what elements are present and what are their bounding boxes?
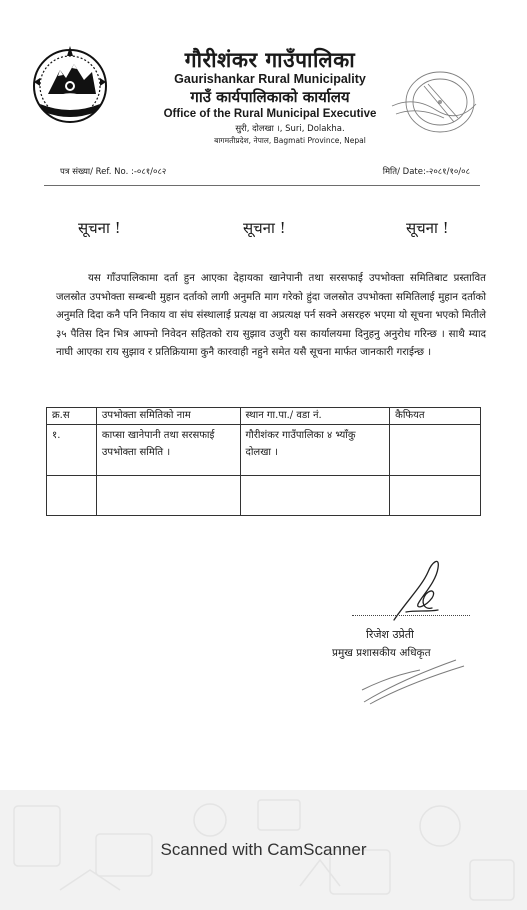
- header-divider: [44, 185, 480, 186]
- municipality-title-en: Gaurishankar Rural Municipality: [174, 72, 366, 86]
- table-header-row: [47, 408, 481, 425]
- signatory-name: रिजेश उप्रेती: [366, 628, 414, 641]
- signature-line: [352, 615, 470, 616]
- header-remarks: कैफियत: [390, 408, 481, 425]
- signatory-stamp-icon: [360, 650, 480, 705]
- notice-body: यस गाँउपालिकामा दर्ता हुन आएका देहायका खानेपानी तथा सरसफाई उपभोक्ता समितिबाट प्रस्तावित जलस्रोत उपभोक्ता सम्बन्धी मुहान दर्ताको लागी अनुमति माग गरेको हुंदा जलस्रोत उपभोक्ता समितिलाई मुहान दर्ताको अनुमति दिदा कनै पनि निकाय वा संघ संस्थालाई प्रत्यक्ष वा अप्रत्यक्ष पर्न सक्ने असरहरु भएमा यो सूचना भएको मितीले ३५ पैतिस दिन भित्र आफ्नो निवेदन सहितको राय सुझाव उजुरी यस कार्यालयमा दिनुहनु अनुरोध गरिन्छ । साथै म्याद नाघी आएका राय सुझाव र प्रतिक्रियामा कुनै कारवाही नहुने समेत यसै सूचना मार्फत जानकारी गराईन्छ ।: [56, 273, 486, 358]
- letterhead: [140, 48, 400, 146]
- address-line-1: सुरी, दोलखा ।, Suri, Dolakha.: [235, 124, 345, 134]
- header-location: स्थान गा.पा./ वडा नं.: [240, 408, 390, 425]
- scanned-with-label: Scanned with CamScanner: [160, 840, 367, 859]
- table-row: [47, 425, 481, 476]
- letter-date: मिति/ Date:-२०८१/१०/०८: [382, 167, 470, 177]
- office-title-en: Office of the Rural Municipal Executive: [163, 108, 377, 120]
- cell-committee-name: काप्सा खानेपानी तथा सरसफाई उपभोक्ता समिति ।: [96, 425, 240, 476]
- notice-heading: सूचना !: [406, 219, 449, 237]
- cell-location: गौरीशंकर गाउँपालिका ४ भ्याँकु दोलखा ।: [240, 425, 390, 476]
- cell-serial: [47, 476, 97, 516]
- address-line-2: बागमतीप्रदेश, नेपाल, Bagmati Province, Nepal: [214, 136, 366, 145]
- header-committee-name: उपभोक्ता समितिको नाम: [96, 408, 240, 425]
- notice-heading: सूचना !: [243, 219, 286, 237]
- cell-serial: १.: [47, 425, 97, 476]
- office-title-np: गाउँ कार्यपालिकाको कार्यालय: [190, 88, 350, 106]
- cell-location: [240, 476, 390, 516]
- table-row: [47, 476, 481, 516]
- office-seal-stamp-icon: [384, 66, 480, 136]
- cell-committee-name: [96, 476, 240, 516]
- cell-remarks: [390, 476, 481, 516]
- header-serial: क्र.स: [47, 408, 97, 425]
- camscanner-watermark: [0, 790, 527, 910]
- handwritten-signature: [366, 552, 476, 622]
- notice-heading: सूचना !: [78, 219, 121, 237]
- reference-number: पत्र संख्या/ Ref. No. :-०८१/०८२: [60, 167, 167, 177]
- committee-table: [46, 407, 481, 516]
- cell-remarks: [390, 425, 481, 476]
- nepal-emblem-icon: [26, 42, 114, 128]
- signatory-title: प्रमुख प्रशासकीय अधिकृत: [332, 647, 431, 659]
- municipality-title-np: गौरीशंकर गाउँपालिका: [184, 47, 356, 72]
